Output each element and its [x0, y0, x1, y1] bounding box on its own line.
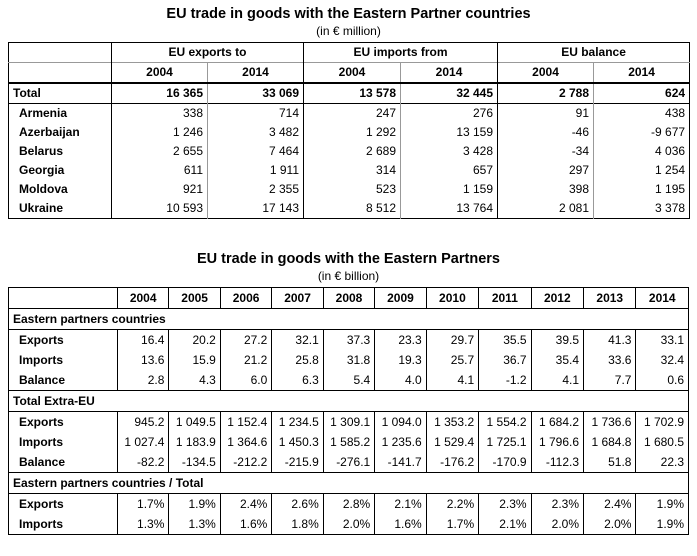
year-header: 2008 [323, 288, 374, 309]
value-cell: 32 445 [401, 83, 498, 104]
value-cell: 8 512 [304, 199, 401, 219]
value-cell: 35.5 [479, 330, 531, 351]
value-cell: -9 677 [594, 123, 690, 142]
value-cell: 398 [498, 180, 594, 199]
row-label: Exports [9, 330, 118, 351]
value-cell: 1 292 [304, 123, 401, 142]
country-row [9, 199, 690, 219]
value-cell: 1 235.6 [375, 432, 426, 452]
value-cell: 2.2% [426, 494, 478, 515]
value-cell: 32.4 [636, 350, 689, 370]
value-cell: -82.2 [117, 452, 168, 473]
group-header: EU imports from [304, 43, 498, 63]
value-cell: 945.2 [117, 412, 168, 433]
year-header: 2011 [479, 288, 531, 309]
value-cell: 657 [401, 161, 498, 180]
table2-title: EU trade in goods with the Eastern Partners [197, 251, 500, 267]
value-cell: 2 655 [112, 142, 208, 161]
value-cell: 2.0% [531, 514, 583, 535]
data-row [9, 494, 689, 515]
value-cell: -170.9 [479, 452, 531, 473]
value-cell: 1.6% [375, 514, 426, 535]
value-cell: 23.3 [375, 330, 426, 351]
value-cell: 5.4 [323, 370, 374, 391]
section-header-row [9, 391, 689, 412]
row-label: Exports [9, 412, 118, 433]
value-cell: -112.3 [531, 452, 583, 473]
value-cell: 27.2 [220, 330, 271, 351]
year-header: 2013 [584, 288, 636, 309]
value-cell: 7 464 [208, 142, 304, 161]
value-cell: 2.4% [220, 494, 271, 515]
value-cell: 624 [594, 83, 690, 104]
year-header: 2014 [401, 63, 498, 84]
row-label: Total [9, 83, 112, 104]
eastern-partner-countries-table [8, 42, 690, 219]
value-cell: 2 788 [498, 83, 594, 104]
value-cell: 523 [304, 180, 401, 199]
value-cell: 7.7 [584, 370, 636, 391]
value-cell: 41.3 [584, 330, 636, 351]
year-header: 2005 [169, 288, 220, 309]
value-cell: 4.1 [531, 370, 583, 391]
value-cell: 2.4% [584, 494, 636, 515]
data-row [9, 350, 689, 370]
value-cell: 1.6% [220, 514, 271, 535]
value-cell: 1 796.6 [531, 432, 583, 452]
country-row [9, 180, 690, 199]
value-cell: 1 680.5 [636, 432, 689, 452]
row-label: Balance [19, 373, 66, 387]
value-cell: 1 183.9 [169, 432, 220, 452]
value-cell: 35.4 [531, 350, 583, 370]
value-cell: 1 195 [594, 180, 690, 199]
row-label: Imports [19, 353, 64, 367]
year-header-row [9, 63, 690, 84]
row-label: Georgia [19, 163, 65, 177]
group-header: EU balance [498, 43, 690, 63]
corner-cell [9, 43, 112, 63]
value-cell: 2.6% [272, 494, 323, 515]
value-cell: 1.8% [272, 514, 323, 535]
value-cell: 25.8 [272, 350, 323, 370]
table2-subtitle: (in € billion) [317, 269, 380, 283]
value-cell: 2.3% [479, 494, 531, 515]
year-header: 2004 [304, 63, 401, 84]
value-cell: 2.0% [584, 514, 636, 535]
value-cell: 16 365 [112, 83, 208, 104]
value-cell: 314 [304, 161, 401, 180]
value-cell: 17 143 [208, 199, 304, 219]
value-cell: 1 364.6 [220, 432, 271, 452]
value-cell: 1.7% [117, 494, 168, 515]
corner-cell [9, 63, 112, 84]
value-cell: -276.1 [323, 452, 374, 473]
value-cell: 1.9% [636, 514, 689, 535]
data-row [9, 330, 689, 351]
table1-title: EU trade in goods with the Eastern Partner countries [166, 6, 531, 22]
section-title: Total Extra-EU [9, 391, 689, 412]
value-cell: 13.6 [117, 350, 168, 370]
eastern-partners-timeseries-table [8, 287, 689, 535]
value-cell: 2 355 [208, 180, 304, 199]
year-header: 2014 [594, 63, 690, 84]
value-cell: 10 593 [112, 199, 208, 219]
value-cell: 29.7 [426, 330, 478, 351]
year-header: 2014 [208, 63, 304, 84]
value-cell: 37.3 [323, 330, 374, 351]
year-header: 2006 [220, 288, 271, 309]
value-cell: -141.7 [375, 452, 426, 473]
row-label: Imports [19, 435, 64, 449]
year-header: 2004 [117, 288, 168, 309]
value-cell: 2.3% [531, 494, 583, 515]
value-cell: 2 081 [498, 199, 594, 219]
value-cell: 1 684.2 [531, 412, 583, 433]
value-cell: -1.2 [479, 370, 531, 391]
year-header: 2007 [272, 288, 323, 309]
country-row [9, 123, 690, 142]
value-cell: 438 [594, 104, 690, 124]
value-cell: 4.3 [169, 370, 220, 391]
year-header: 2004 [112, 63, 208, 84]
value-cell: 4.1 [426, 370, 478, 391]
value-cell: 1 152.4 [220, 412, 271, 433]
value-cell: 3 378 [594, 199, 690, 219]
value-cell: 714 [208, 104, 304, 124]
value-cell: 31.8 [323, 350, 374, 370]
row-label: Balance [19, 455, 66, 469]
value-cell: 276 [401, 104, 498, 124]
value-cell: 39.5 [531, 330, 583, 351]
value-cell: 2.1% [375, 494, 426, 515]
value-cell: 1 725.1 [479, 432, 531, 452]
section-title: Eastern partners countries [9, 309, 689, 330]
value-cell: 1 911 [208, 161, 304, 180]
value-cell: 1 309.1 [323, 412, 374, 433]
group-header: EU exports to [112, 43, 304, 63]
value-cell: 3 428 [401, 142, 498, 161]
data-row [9, 432, 689, 452]
value-cell: 51.8 [584, 452, 636, 473]
corner-cell [9, 288, 118, 309]
year-header: 2004 [498, 63, 594, 84]
country-row [9, 104, 690, 124]
value-cell: 36.7 [479, 350, 531, 370]
value-cell: -215.9 [272, 452, 323, 473]
row-label: Imports [19, 517, 64, 531]
row-label: Exports [9, 494, 118, 515]
value-cell: 2 689 [304, 142, 401, 161]
value-cell: 1 736.6 [584, 412, 636, 433]
value-cell: 13 764 [401, 199, 498, 219]
value-cell: -212.2 [220, 452, 271, 473]
value-cell: 13 578 [304, 83, 401, 104]
country-row [9, 142, 690, 161]
value-cell: 247 [304, 104, 401, 124]
value-cell: 1 702.9 [636, 412, 689, 433]
value-cell: 1 027.4 [117, 432, 168, 452]
value-cell: 2.8% [323, 494, 374, 515]
value-cell: -34 [498, 142, 594, 161]
value-cell: 6.3 [272, 370, 323, 391]
value-cell: 0.6 [636, 370, 689, 391]
value-cell: 4 036 [594, 142, 690, 161]
value-cell: 19.3 [375, 350, 426, 370]
year-header: 2009 [375, 288, 426, 309]
value-cell: 1 684.8 [584, 432, 636, 452]
value-cell: 16.4 [117, 330, 168, 351]
total-row [9, 83, 690, 104]
year-header: 2010 [426, 288, 478, 309]
value-cell: 2.0% [323, 514, 374, 535]
value-cell: 21.2 [220, 350, 271, 370]
value-cell: 1 554.2 [479, 412, 531, 433]
value-cell: -176.2 [426, 452, 478, 473]
value-cell: 33.1 [636, 330, 689, 351]
data-row [9, 370, 689, 391]
row-label: Azerbaijan [19, 125, 80, 139]
value-cell: 33 069 [208, 83, 304, 104]
row-label: Belarus [19, 144, 64, 158]
value-cell: 91 [498, 104, 594, 124]
value-cell: 1.3% [169, 514, 220, 535]
value-cell: 1 094.0 [375, 412, 426, 433]
year-header: 2012 [531, 288, 583, 309]
year-header-row [9, 288, 689, 309]
value-cell: 20.2 [169, 330, 220, 351]
value-cell: 1 529.4 [426, 432, 478, 452]
value-cell: 1.3% [117, 514, 168, 535]
value-cell: 338 [112, 104, 208, 124]
value-cell: 1 234.5 [272, 412, 323, 433]
value-cell: 3 482 [208, 123, 304, 142]
table1-subtitle: (in € million) [316, 24, 381, 38]
value-cell: 25.7 [426, 350, 478, 370]
row-label: Armenia [9, 104, 112, 124]
section-header-row [9, 309, 689, 330]
section-title: Eastern partners countries / Total [9, 473, 689, 494]
value-cell: 22.3 [636, 452, 689, 473]
value-cell: 1.7% [426, 514, 478, 535]
value-cell: 1 159 [401, 180, 498, 199]
value-cell: 1 246 [112, 123, 208, 142]
value-cell: 6.0 [220, 370, 271, 391]
value-cell: 1.9% [636, 494, 689, 515]
value-cell: 1 585.2 [323, 432, 374, 452]
year-header: 2014 [636, 288, 689, 309]
value-cell: 1 254 [594, 161, 690, 180]
group-header-row [9, 43, 690, 63]
value-cell: 15.9 [169, 350, 220, 370]
data-row [9, 452, 689, 473]
value-cell: 297 [498, 161, 594, 180]
value-cell: 13 159 [401, 123, 498, 142]
value-cell: 1.9% [169, 494, 220, 515]
value-cell: 32.1 [272, 330, 323, 351]
value-cell: 2.8 [117, 370, 168, 391]
value-cell: 1 353.2 [426, 412, 478, 433]
value-cell: 1 049.5 [169, 412, 220, 433]
country-row [9, 161, 690, 180]
value-cell: 1 450.3 [272, 432, 323, 452]
data-row [9, 514, 689, 535]
value-cell: 4.0 [375, 370, 426, 391]
row-label: Moldova [19, 182, 68, 196]
value-cell: 611 [112, 161, 208, 180]
value-cell: 33.6 [584, 350, 636, 370]
section-header-row [9, 473, 689, 494]
value-cell: -134.5 [169, 452, 220, 473]
row-label: Ukraine [19, 201, 64, 215]
data-row [9, 412, 689, 433]
value-cell: 921 [112, 180, 208, 199]
value-cell: -46 [498, 123, 594, 142]
value-cell: 2.1% [479, 514, 531, 535]
